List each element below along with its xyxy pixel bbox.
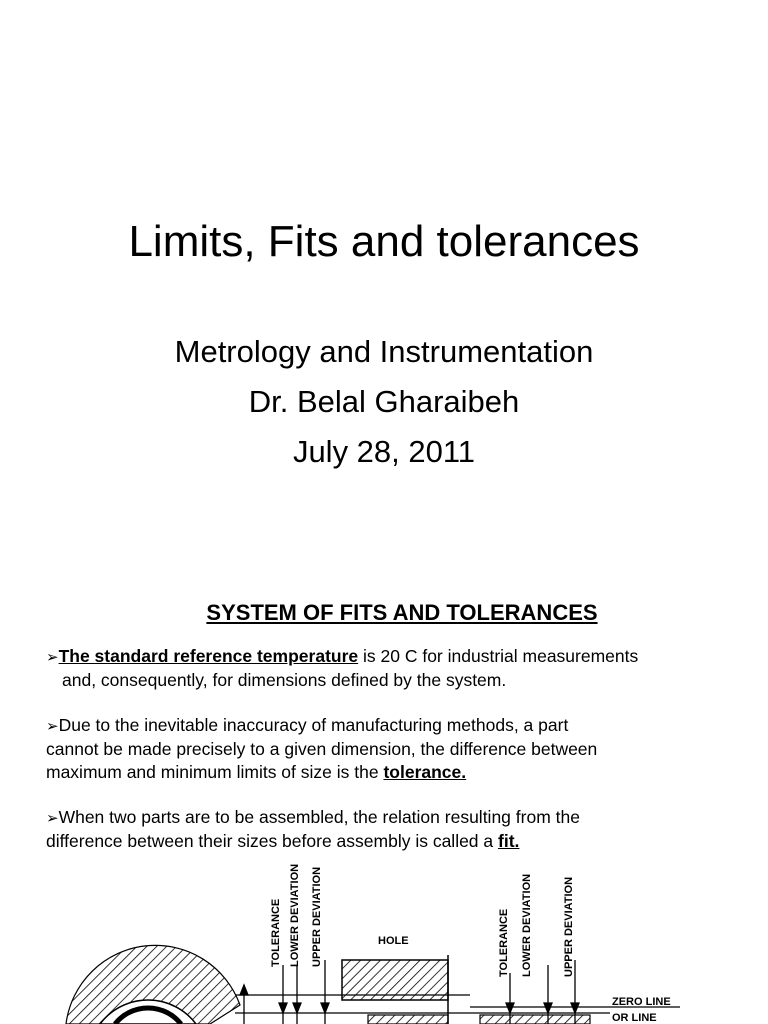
zero-line-label: ZERO LINE (612, 996, 671, 1008)
paragraph-reference-temperature (46, 645, 746, 692)
hole-drawing (342, 955, 448, 1024)
left-tolerance-label: TOLERANCE (270, 898, 282, 967)
section-heading: SYSTEM OF FITS AND TOLERANCES (206, 600, 598, 625)
bullet-arrow-icon: ➢ (46, 649, 59, 666)
fits-diagram (0, 855, 768, 1024)
paragraph-text: cannot be made precisely to a given dimension, the difference between (46, 739, 598, 759)
presentation-date: July 28, 2011 (292, 434, 476, 469)
author-name: Dr. Belal Gharaibeh (248, 384, 520, 419)
bullet-arrow-icon: ➢ (46, 718, 59, 735)
paragraph-fit (46, 806, 746, 853)
right-lower-deviation-label: LOWER DEVIATION (521, 873, 533, 977)
paragraph-text: is 20 C for industrial measurements (358, 646, 639, 666)
or-line-label: OR LINE (612, 1012, 657, 1024)
bullet-arrow-icon: ➢ (46, 810, 59, 827)
paragraph-text: and, consequently, for dimensions defined by the system. (62, 670, 507, 690)
hole-label: HOLE (378, 935, 409, 947)
course-name: Metrology and Instrumentation (174, 334, 594, 369)
term-reference-temperature: The standard reference temperature (58, 646, 359, 666)
right-upper-deviation-label: UPPER DEVIATION (563, 876, 575, 977)
term-tolerance: tolerance. (383, 762, 467, 782)
paragraph-text: When two parts are to be assembled, the relation resulting from the (58, 807, 580, 827)
left-lower-deviation-label: LOWER DEVIATION (289, 863, 301, 967)
paragraph-tolerance (46, 714, 746, 784)
paragraph-text: Due to the inevitable inaccuracy of manufacturing methods, a part (58, 715, 569, 735)
right-tolerance-label: TOLERANCE (498, 908, 510, 977)
term-fit: fit. (498, 831, 520, 851)
left-upper-deviation-label: UPPER DEVIATION (311, 866, 323, 967)
slide-title: Limits, Fits and tolerances (128, 217, 640, 266)
shaft-section-drawing (66, 945, 240, 1024)
paragraph-text: maximum and minimum limits of size is the (46, 762, 384, 782)
paragraph-text: difference between their sizes before assembly is called a (46, 831, 499, 851)
